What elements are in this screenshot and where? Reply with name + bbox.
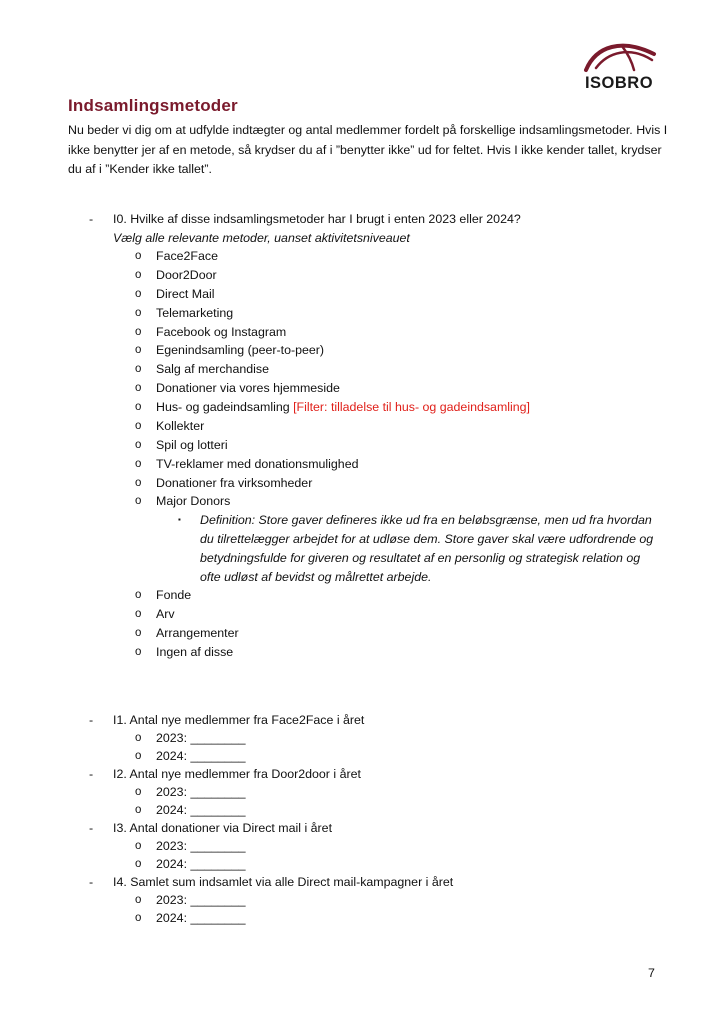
logo-text: ISOBRO bbox=[584, 74, 654, 92]
answer-2023-field[interactable]: 2023: ________ bbox=[156, 839, 246, 853]
option-major-donors[interactable]: Major Donors bbox=[156, 494, 231, 508]
page-number: 7 bbox=[648, 966, 655, 980]
square-bullet: ▪ bbox=[178, 515, 181, 524]
isobro-logo bbox=[580, 40, 660, 96]
answer-2023-field[interactable]: 2023: ________ bbox=[156, 785, 246, 799]
answer-2024-field[interactable]: 2024: ________ bbox=[156, 911, 246, 925]
answer-2024-field[interactable]: 2024: ________ bbox=[156, 803, 246, 817]
option-telemarketing[interactable]: Telemarketing bbox=[156, 306, 234, 320]
option-bullet: o bbox=[135, 786, 142, 798]
option-bullet: o bbox=[135, 627, 142, 639]
dash-bullet: - bbox=[89, 875, 94, 889]
option-arrangementer[interactable]: Arrangementer bbox=[156, 626, 239, 640]
option-merchandise[interactable]: Salg af merchandise bbox=[156, 362, 269, 376]
option-bullet: o bbox=[135, 894, 142, 906]
option-fonde[interactable]: Fonde bbox=[156, 588, 192, 602]
option-bullet: o bbox=[135, 608, 142, 620]
option-bullet: o bbox=[135, 401, 142, 413]
option-street-collection[interactable] bbox=[156, 399, 530, 415]
option-bullet: o bbox=[135, 646, 142, 658]
option-facebook-instagram[interactable]: Facebook og Instagram bbox=[156, 325, 287, 339]
option-bullet: o bbox=[135, 732, 142, 744]
question-i1-title: I1. Antal nye medlemmer fra Face2Face i året bbox=[113, 713, 365, 727]
option-none[interactable]: Ingen af disse bbox=[156, 645, 234, 659]
dash-bullet: - bbox=[89, 821, 94, 835]
option-direct-mail[interactable]: Direct Mail bbox=[156, 287, 215, 301]
option-bullet: o bbox=[135, 363, 142, 375]
option-bullet: o bbox=[135, 477, 142, 489]
option-kollekter[interactable]: Kollekter bbox=[156, 419, 205, 433]
option-bullet: o bbox=[135, 439, 142, 451]
option-bullet: o bbox=[135, 495, 142, 507]
answer-2024-field[interactable]: 2024: ________ bbox=[156, 749, 246, 763]
option-bullet: o bbox=[135, 250, 142, 262]
option-website-donations[interactable]: Donationer via vores hjemmeside bbox=[156, 381, 340, 395]
filter-note: [Filter: tilladelse til hus- og gadeindsamling] bbox=[293, 400, 530, 414]
answer-2024-field[interactable]: 2024: ________ bbox=[156, 857, 246, 871]
option-bullet: o bbox=[135, 858, 142, 870]
option-lottery[interactable]: Spil og lotteri bbox=[156, 438, 228, 452]
isobro-arch-icon bbox=[582, 40, 658, 74]
page-heading: Indsamlingsmetoder bbox=[68, 96, 238, 115]
question-i2-title: I2. Antal nye medlemmer fra Door2door i året bbox=[113, 767, 361, 781]
question-i0-instruction: Vælg alle relevante metoder, uanset aktivitetsniveauet bbox=[113, 231, 410, 245]
option-bullet: o bbox=[135, 804, 142, 816]
option-bullet: o bbox=[135, 382, 142, 394]
option-peer-to-peer[interactable]: Egenindsamling (peer-to-peer) bbox=[156, 343, 325, 357]
answer-2023-field[interactable]: 2023: ________ bbox=[156, 731, 246, 745]
intro-paragraph: Nu beder vi dig om at udfylde indtægter og antal medlemmer fordelt på forskellige indsamlingsmetoder. Hvis I ikke benytter jer af en metode, så krydser du af i ”benytter ikke” ud for feltet. Hvis I ikke kender tallet, krydser du af i ”Kender ikke tallet”. bbox=[68, 123, 668, 176]
option-arv[interactable]: Arv bbox=[156, 607, 175, 621]
dash-bullet: - bbox=[89, 767, 94, 781]
option-bullet: o bbox=[135, 307, 142, 319]
question-i4-title: I4. Samlet sum indsamlet via alle Direct mail-kampagner i året bbox=[113, 875, 454, 889]
definition-line: du tilrettelægger arbejdet for at udløse dem. Store gaver skal være udfordrende og bbox=[200, 532, 654, 546]
option-bullet: o bbox=[135, 589, 142, 601]
option-door2door[interactable]: Door2Door bbox=[156, 268, 217, 282]
option-bullet: o bbox=[135, 458, 142, 470]
option-street-collection-label: Hus- og gadeindsamling bbox=[156, 400, 290, 414]
dash-bullet: - bbox=[89, 713, 94, 727]
option-tv-ads[interactable]: TV-reklamer med donationsmulighed bbox=[156, 457, 359, 471]
option-bullet: o bbox=[135, 750, 142, 762]
dash-bullet: - bbox=[89, 212, 94, 226]
option-face2face[interactable]: Face2Face bbox=[156, 249, 218, 263]
option-bullet: o bbox=[135, 288, 142, 300]
option-bullet: o bbox=[135, 420, 142, 432]
question-i0-title: I0. Hvilke af disse indsamlingsmetoder har I brugt i enten 2023 eller 2024? bbox=[113, 212, 521, 226]
option-bullet: o bbox=[135, 344, 142, 356]
option-bullet: o bbox=[135, 326, 142, 338]
option-corporate-donations[interactable]: Donationer fra virksomheder bbox=[156, 476, 313, 490]
option-bullet: o bbox=[135, 269, 142, 281]
option-bullet: o bbox=[135, 840, 142, 852]
question-i3-title: I3. Antal donationer via Direct mail i året bbox=[113, 821, 333, 835]
definition-line: Definition: Store gaver defineres ikke ud fra en beløbsgrænse, men ud fra hvordan bbox=[200, 513, 652, 527]
definition-line: ofte udløst af bevidst og målrettet arbejde. bbox=[200, 570, 432, 584]
answer-2023-field[interactable]: 2023: ________ bbox=[156, 893, 246, 907]
definition-line: betydningsfulde for giveren og resultatet af en personlig og strategisk relation og bbox=[200, 551, 641, 565]
option-bullet: o bbox=[135, 912, 142, 924]
